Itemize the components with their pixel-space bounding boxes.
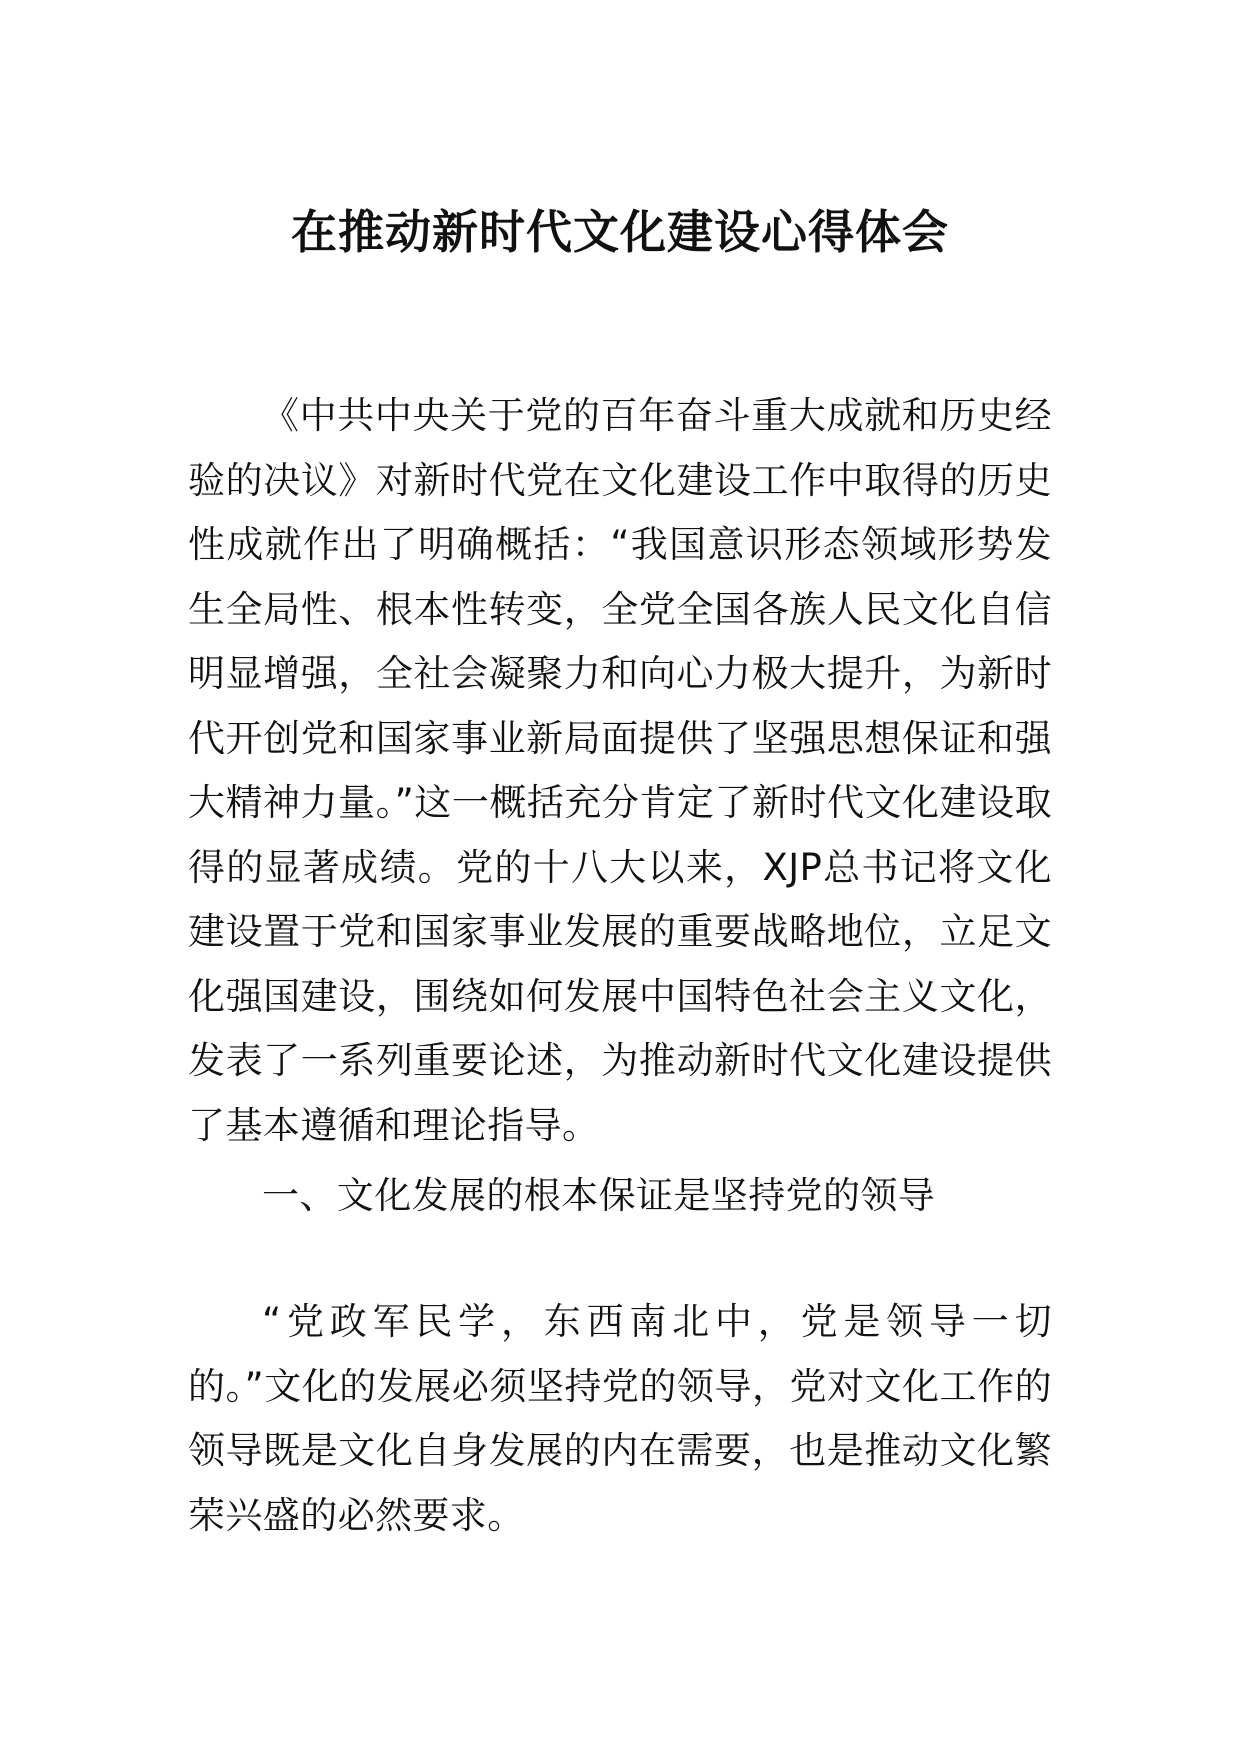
- section-heading-1: 一、文化发展的根本保证是坚持党的领导: [262, 1174, 936, 1217]
- document-title: 在推动新时代文化建设心得体会: [291, 205, 949, 259]
- intro-paragraph: 《中共中央关于党的百年奋斗重大成就和历史经验的决议》对新时代党在文化建设工作中取得的历史性成就作出了明确概括：“我国意识形态领域形势发生全局性、根本性转变，全党全国各族人民文化自信明显增强，全社会凝聚力和向心力极大提升，为新时代开创党和国家事业新局面提供了坚强思想保证和强大精神力量。”这一概括充分肯定了新时代文化建设取得的显著成绩。党的十八大以来，XJP总书记将文化建设置于党和国家事业发展的重要战略地位，立足文化强国建设，围绕如何发展中国特色社会主义文化，发表了一系列重要论述，为推动新时代文化建设提供了基本遵循和理论指导。: [188, 394, 1052, 1147]
- section-1-paragraph: “党政军民学，东西南北中，党是领导一切的。”文化的发展必须坚持党的领导，党对文化工作的领导既是文化自身发展的内在需要，也是推动文化繁荣兴盛的必然要求。: [188, 1300, 1052, 1537]
